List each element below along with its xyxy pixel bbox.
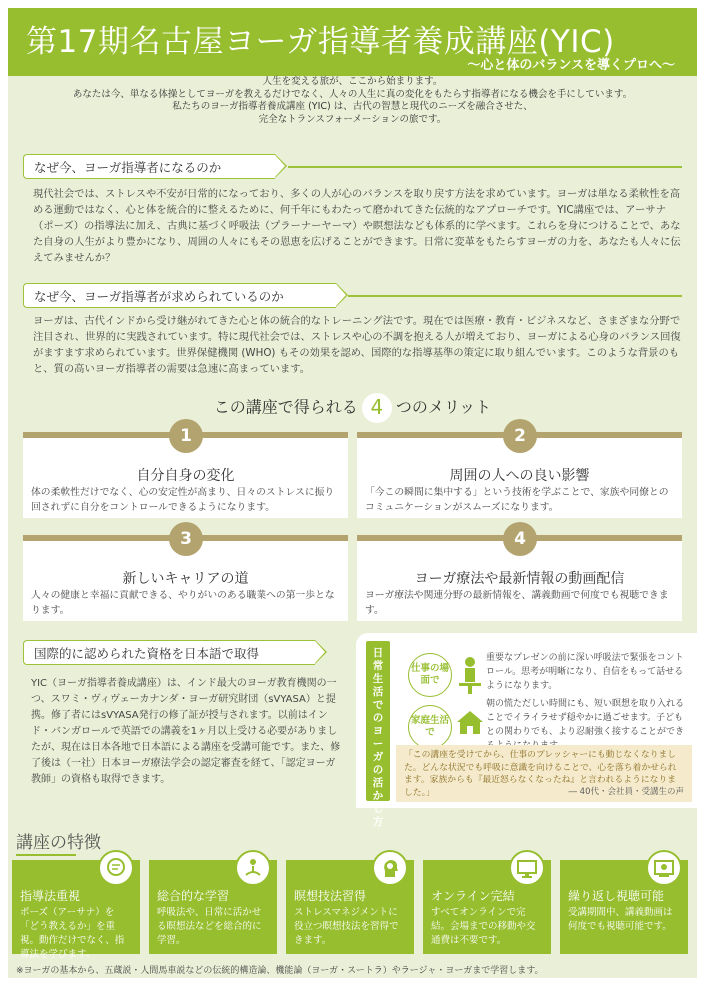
- intro-line: あなたは今、単なる体操としてヨーガを教えるだけでなく、人々の人生に真の変化をもたらす指導者になる機会を手にしています。: [72, 88, 633, 100]
- feature-card: [149, 860, 277, 954]
- features-underline: [16, 854, 76, 856]
- section-heading-certification: [23, 640, 315, 665]
- merit-text: 人々の健康と幸福に貢献できる、やりがいのある職業への第一歩となります。: [31, 590, 335, 616]
- merits-title-pre: この講座で得られる: [213, 397, 358, 417]
- flyer-page: [8, 8, 697, 978]
- feature-title: オンライン完結: [431, 889, 515, 903]
- section-body-why-become: 現代社会では、ストレスや不安が日常的になっており、多くの人が心のバランスを取り戻す方法を求めています。ヨーガは単なる柔軟性を高める運動ではなく、心と体を統合的に整えるために、何千年にもわたって磨かれてきた伝統的なアプローチです。YIC講座では、アーサナ（ポーズ）の指導法に加え、古典に基づく呼吸法（プラーナーヤーマ）や瞑想法なども体系的に学べます。これらを身につけることで、あなた自身の人生がより豊かになり、周囲の人々にもその恩恵を広げることができます。日常に変革をもたらすヨーガの力を、あなたも人々に伝えてみませんか？: [33, 188, 681, 264]
- student-voice-attribution: ― 40代・会社員・受講生の声: [568, 786, 684, 797]
- house-icon: [456, 709, 484, 735]
- intro-line: 人生を変える旅が、ここから始まります。: [262, 76, 443, 87]
- merit-number: 1: [169, 419, 203, 453]
- feature-title: 総合的な学習: [157, 889, 230, 903]
- intro-line: 私たちのヨーガ指導者養成講座 (YIC) は、古代の智慧と現代のニーズを融合させた、: [172, 101, 533, 112]
- daily-life-vertical-text: 日常生活でのヨーガの活かし方: [372, 647, 384, 828]
- feature-card: [12, 860, 140, 960]
- page-title: 第17期名古屋ヨーガ指導者養成講座(YIC): [26, 24, 615, 60]
- features-heading: 講座の特徴: [16, 833, 101, 853]
- merits-count-badge: 4: [362, 393, 392, 423]
- merits-title-post: つのメリット: [395, 397, 492, 417]
- section-heading-why-needed: [23, 283, 336, 308]
- merit-title: 自分自身の変化: [136, 468, 235, 484]
- page-subtitle: 〜心と体のバランスを導くプロへ〜: [467, 58, 675, 73]
- merit-text: 「今この瞬間に集中する」という技術を学ぶことで、家族や同僚とのコミュニケーションがスムーズになります。: [365, 487, 669, 513]
- certification-text: YIC（ヨーガ指導者養成講座）は、インド最大のヨーガ教育機関の一つ、スワミ・ヴィヴェーカナンダ・ヨーガ研究財団（sVYASA）と提携。修了者にはsVYASA発行の修了証が授与されます。以前はインド・バンガロールで英語での講義を1ヶ月以上受ける必要がありましたが、現在は日本各地で日本語による講座を受講可能です。また、修了後は（一社）日本ヨーガ療法学会の認定審査を経て、「認定ヨーガ教師」の資格も取得できます。: [31, 678, 341, 785]
- merit-number: 4: [503, 522, 537, 556]
- intro-text: [8, 76, 697, 126]
- home-scene-text: 朝の慌ただしい時間にも、短い瞑想を取り入れることでイライラせず穏やかに過ごせます。子どもとの関わりでも、より忍耐強く接することができ: [486, 699, 685, 737]
- daily-life-box: [356, 633, 697, 828]
- merit-text: ヨーガ療法や関連分野の最新情報を、講義動画で何度でも視聴できます。: [365, 590, 669, 616]
- work-scene-text: 重要なプレゼンの前に深い呼吸法で緊張をコントロール。思考が明晰になり、自信をもって話せるようになります。: [486, 653, 684, 691]
- feature-card: [286, 860, 414, 954]
- feature-text: 呼吸法や、日常に活かせる瞑想法などを総合的に学習。: [157, 907, 262, 946]
- section-heading-text: なぜ今、ヨーガ指導者になるのか: [34, 159, 222, 175]
- merit-number: 3: [169, 522, 203, 556]
- daily-life-label: [366, 641, 390, 828]
- feature-text: ストレスマネジメントに役立つ瞑想技法を習得できます。: [294, 907, 399, 946]
- merit-title: ヨーガ療法や最新情報の動画配信: [414, 571, 625, 587]
- merits-title: [8, 393, 697, 423]
- feature-title: 繰り返し視聴可能: [568, 889, 665, 903]
- chat-bubble-icon: [98, 850, 134, 886]
- student-voice-box: [396, 745, 692, 802]
- merit-title: 周囲の人への良い影響: [449, 468, 590, 484]
- section-body-why-needed: ヨーガは、古代インドから受け継がれてきた心と体の統合的なトレーニング法です。現在では医療・教育・ビジネスなど、さまざまな分野で注目され、世界的に実践されています。特に現代社会では、ストレスや心の不調を抱える人が増えており、ヨーガによる心身のバランス回復がますます求められています。世界保健機関 (WHO) もその効果を認め、国際的な指導基準の策定に取り組んでいます。このような背景のもと、質の高いヨーガ指導者の需要は急速に高まっています。: [33, 315, 681, 375]
- header-banner: [8, 8, 697, 76]
- feature-card: [560, 860, 688, 954]
- meditation-icon: [235, 850, 271, 886]
- work-scene-badge: 仕事の場面で: [408, 653, 452, 697]
- intro-line: 完全なトランスフォーメーションの旅です。: [258, 113, 447, 125]
- section-heading-text: 国際的に認められた資格を日本語で取得: [34, 645, 260, 661]
- feature-title: 瞑想技法習得: [294, 889, 367, 903]
- feature-card: [423, 860, 551, 954]
- head-idea-icon: [372, 850, 408, 886]
- feature-text: すべてオンラインで完結。会場までの移動や交通費は不要です。: [431, 907, 536, 946]
- home-scene-badge: 家庭生活で: [408, 705, 452, 749]
- divider: [348, 295, 682, 297]
- section-heading-why-become: [23, 154, 275, 179]
- certification-box: [23, 638, 345, 798]
- monitor-icon: [509, 850, 545, 886]
- feature-text: ポーズ（アーサナ）を「どう教えるか」を重視。動作だけでなく、指導法を学びます。: [20, 907, 125, 960]
- student-voice-text: 「この講座を受けてから、仕事のプレッシャーにも動じなくなりました。どんな状況でも呼吸に意識を向けることで、心を落ち着かせられます。家族からも『最近怒らなくなったね』と言われるようになりました。」: [404, 750, 677, 798]
- merit-text: 体の柔軟性だけでなく、心の安定性が高まり、日々のストレスに振り回されずに自分をコントロールできるようになります。: [31, 487, 335, 513]
- feature-text: 受講期間中、講義動画は何度でも視聴可能です。: [568, 907, 673, 932]
- video-screen-icon: [646, 850, 682, 886]
- merit-title: 新しいキャリアの道: [122, 571, 249, 587]
- footnote: ※ヨーガの基本から、五蔵説・人間馬車説などの伝統的構造論、機能論（ヨーガ・スートラ）やラージャ・ヨーガまで学習します。: [16, 966, 544, 976]
- feature-title: 指導法重視: [20, 889, 81, 903]
- section-heading-text: なぜ今、ヨーガ指導者が求められているのか: [34, 288, 284, 304]
- divider: [288, 166, 682, 168]
- presenter-icon: [456, 655, 484, 695]
- merit-number: 2: [503, 419, 537, 453]
